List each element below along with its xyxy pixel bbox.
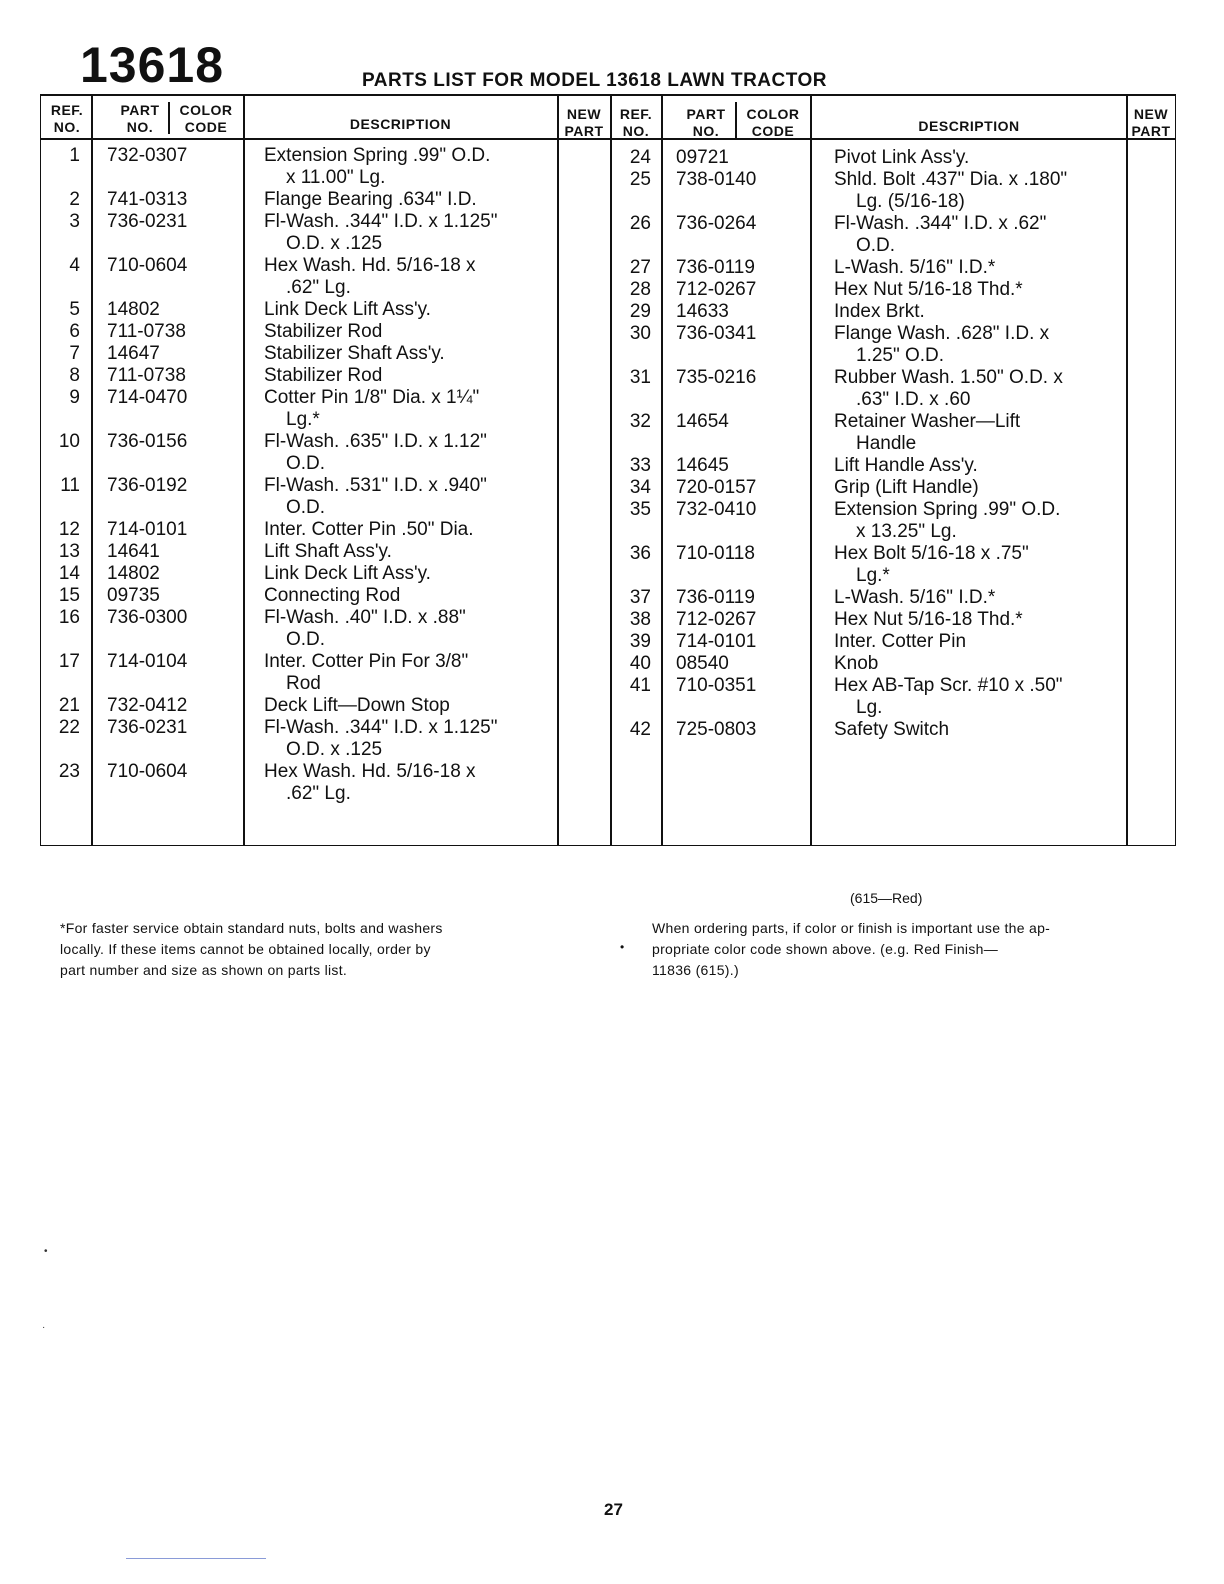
header-color-code: COLOR CODE [179, 102, 233, 135]
ref-number: 7 [69, 343, 80, 364]
part-number: 711-0738 [107, 365, 186, 386]
part-description: Fl-Wash. .344" I.D. x 1.125" [264, 717, 498, 738]
part-description-continued: Lg.* [856, 565, 890, 586]
ref-number: 4 [69, 255, 80, 276]
ref-number: 5 [69, 299, 80, 320]
part-description: Fl-Wash. .635" I.D. x 1.12" [264, 431, 487, 452]
ref-number: 41 [629, 675, 651, 696]
header-ref-no-right: REF. NO. [619, 106, 653, 139]
ref-number: 22 [58, 717, 80, 738]
part-description-continued: Rod [286, 673, 321, 694]
ref-number: 36 [629, 543, 651, 564]
part-description: Knob [834, 653, 879, 674]
part-description: Pivot Link Ass'y. [834, 147, 970, 168]
part-number: 14645 [676, 455, 729, 476]
part-description: Cotter Pin 1/8" Dia. x 1¼" [264, 387, 480, 408]
part-description-continued: O.D. [286, 629, 326, 650]
footnote-color-ordering: When ordering parts, if color or finish is important use the ap- propriate color code shown above. (e.g. Red Finish— 11836 (615).) [652, 920, 1051, 978]
header-description: DESCRIPTION [349, 116, 452, 132]
part-description: Flange Wash. .628" I.D. x [834, 323, 1050, 344]
divider-color-desc-right [810, 94, 812, 846]
part-number: 736-0192 [107, 475, 188, 496]
part-description-continued: 1.25" O.D. [856, 345, 945, 366]
part-description: Hex AB-Tap Scr. #10 x .50" [834, 675, 1063, 696]
ref-number: 6 [69, 321, 80, 342]
part-description-continued: x 13.25" Lg. [856, 521, 957, 542]
bullet-icon: • [620, 940, 625, 954]
ref-number: 30 [629, 323, 651, 344]
part-description-continued: O.D. [856, 235, 896, 256]
part-number: 08540 [676, 653, 729, 674]
document-title: PARTS LIST FOR MODEL 13618 LAWN TRACTOR [362, 70, 827, 91]
ref-number: 9 [69, 387, 80, 408]
ref-number: 15 [58, 585, 80, 606]
ref-number: 8 [69, 365, 80, 386]
part-description: Hex Bolt 5/16-18 x .75" [834, 543, 1029, 564]
part-number: 712-0267 [676, 279, 757, 300]
ref-number: 42 [629, 719, 651, 740]
part-number: 736-0119 [676, 257, 755, 278]
part-description: Stabilizer Rod [264, 321, 383, 342]
part-description: Flange Bearing .634" I.D. [264, 189, 477, 210]
part-number: 741-0313 [107, 189, 188, 210]
part-description-continued: O.D. x .125 [286, 233, 383, 254]
part-number: 736-0300 [107, 607, 188, 628]
model-number: 13618 [80, 37, 225, 93]
part-description: Inter. Cotter Pin .50" Dia. [264, 519, 474, 540]
part-number: 14802 [107, 299, 160, 320]
ref-number: 38 [629, 609, 651, 630]
ref-number: 10 [58, 431, 80, 452]
part-description: Shld. Bolt .437" Dia. x .180" [834, 169, 1068, 190]
divider-desc-new-left [557, 94, 559, 846]
header-new-part: NEW PART [564, 106, 604, 139]
part-description-continued: .62" Lg. [286, 277, 351, 298]
part-description: Inter. Cotter Pin [834, 631, 967, 652]
ref-number: 21 [58, 695, 80, 716]
part-description: Hex Nut 5/16-18 Thd.* [834, 609, 1023, 630]
part-description: Index Brkt. [834, 301, 925, 322]
ref-number: 40 [629, 653, 651, 674]
ref-number: 37 [629, 587, 651, 608]
header-ref-no: REF. NO. [50, 102, 84, 135]
part-number: 732-0412 [107, 695, 188, 716]
scan-speck: · [42, 1322, 46, 1333]
part-description-continued: O.D. x .125 [286, 739, 383, 760]
part-number: 738-0140 [676, 169, 757, 190]
color-legend: (615—Red) [850, 890, 923, 906]
part-number: 714-0104 [107, 651, 188, 672]
ref-number: 17 [58, 651, 80, 672]
ref-number: 32 [629, 411, 651, 432]
header-description-right: DESCRIPTION [918, 118, 1020, 134]
part-number: 732-0410 [676, 499, 757, 520]
scan-speck: • [44, 1246, 48, 1257]
part-number: 735-0216 [676, 367, 757, 388]
part-description-continued: .63" I.D. x .60 [856, 389, 971, 410]
part-number: 736-0156 [107, 431, 188, 452]
part-description: Link Deck Lift Ass'y. [264, 299, 431, 320]
ref-number: 31 [629, 367, 651, 388]
part-number: 711-0738 [107, 321, 186, 342]
ref-number: 23 [58, 761, 80, 782]
part-description-continued: Lg. [856, 697, 883, 718]
part-number: 09735 [107, 585, 160, 606]
divider-color-desc-left [243, 94, 245, 846]
ref-number: 11 [60, 475, 80, 496]
ref-number: 14 [58, 563, 80, 584]
part-description: Extension Spring .99" O.D. [264, 145, 491, 166]
part-number: 14802 [107, 563, 160, 584]
part-description: Link Deck Lift Ass'y. [264, 563, 431, 584]
ref-number: 16 [58, 607, 80, 628]
part-description: Lift Shaft Ass'y. [264, 541, 392, 562]
ref-number: 27 [629, 257, 651, 278]
ref-number: 12 [58, 519, 80, 540]
part-description-continued: O.D. [286, 453, 326, 474]
ref-number: 33 [629, 455, 651, 476]
part-description: Fl-Wash. .531" I.D. x .940" [264, 475, 487, 496]
ref-number: 13 [58, 541, 80, 562]
part-number: 736-0341 [676, 323, 757, 344]
ref-number: 28 [629, 279, 651, 300]
part-description-continued: O.D. [286, 497, 326, 518]
part-number: 14633 [676, 301, 729, 322]
part-description: Hex Wash. Hd. 5/16-18 x [264, 761, 476, 782]
bottom-rule [126, 1558, 266, 1559]
header-color-code-right: COLOR CODE [746, 106, 800, 139]
part-number: 725-0803 [676, 719, 757, 740]
part-description: Stabilizer Rod [264, 365, 383, 386]
part-description: Deck Lift—Down Stop [264, 695, 450, 716]
part-description: Fl-Wash. .344" I.D. x 1.125" [264, 211, 498, 232]
part-number: 736-0264 [676, 213, 757, 234]
part-number: 710-0604 [107, 761, 188, 782]
ref-number: 39 [629, 631, 651, 652]
part-number: 714-0101 [107, 519, 188, 540]
ref-number: 3 [69, 211, 80, 232]
part-description: Fl-Wash. .40" I.D. x .88" [264, 607, 466, 628]
part-description: Retainer Washer—Lift [834, 411, 1021, 432]
part-number: 14654 [676, 411, 729, 432]
ref-number: 2 [69, 189, 80, 210]
part-number: 714-0101 [676, 631, 757, 652]
part-description: Hex Nut 5/16-18 Thd.* [834, 279, 1023, 300]
part-description: Safety Switch [834, 719, 950, 740]
part-number: 732-0307 [107, 145, 188, 166]
divider-desc-new-right [1126, 94, 1128, 846]
ref-number: 1 [69, 145, 80, 166]
divider-ref-part-left [91, 94, 93, 846]
part-number: 712-0267 [676, 609, 757, 630]
part-description-continued: x 11.00" Lg. [286, 167, 386, 188]
part-description: L-Wash. 5/16" I.D.* [834, 257, 996, 278]
part-description: Connecting Rod [264, 585, 401, 606]
footnote-standard-hardware: *For faster service obtain standard nuts, bolts and washers locally. If these items cannot be obtained locally, order by part number and size as shown on parts list. [60, 920, 443, 978]
part-description: Lift Handle Ass'y. [834, 455, 978, 476]
part-description: Stabilizer Shaft Ass'y. [264, 343, 445, 364]
part-number: 720-0157 [676, 477, 757, 498]
part-number: 736-0119 [676, 587, 755, 608]
part-description-continued: Lg.* [286, 409, 320, 430]
part-number: 14647 [107, 343, 160, 364]
part-description: Extension Spring .99" O.D. [834, 499, 1061, 520]
part-description: Rubber Wash. 1.50" O.D. x [834, 367, 1063, 388]
part-description: Grip (Lift Handle) [834, 477, 979, 498]
ref-number: 24 [629, 147, 651, 168]
part-number: 710-0118 [676, 543, 755, 564]
page-number: 27 [604, 1500, 623, 1519]
ref-number: 34 [629, 477, 651, 498]
part-description: Hex Wash. Hd. 5/16-18 x [264, 255, 476, 276]
ref-number: 26 [629, 213, 651, 234]
part-description-continued: .62" Lg. [286, 783, 351, 804]
ref-number: 35 [629, 499, 651, 520]
part-number: 714-0470 [107, 387, 188, 408]
ref-number: 25 [629, 169, 651, 190]
part-description: Inter. Cotter Pin For 3/8" [264, 651, 469, 672]
part-number: 736-0231 [107, 211, 188, 232]
part-number: 710-0604 [107, 255, 188, 276]
ref-number: 29 [629, 301, 651, 322]
header-part-no-right: PART NO. [686, 106, 726, 139]
part-number: 736-0231 [107, 717, 188, 738]
part-description: Fl-Wash. .344" I.D. x .62" [834, 213, 1047, 234]
divider-ref-part-right [661, 94, 663, 846]
header-new-part-right: NEW PART [1131, 106, 1171, 139]
part-description-continued: Lg. (5/16-18) [856, 191, 965, 212]
part-description-continued: Handle [856, 433, 917, 454]
part-number: 09721 [676, 147, 729, 168]
parts-table [40, 94, 1176, 846]
part-number: 14641 [107, 541, 160, 562]
part-description: L-Wash. 5/16" I.D.* [834, 587, 996, 608]
header-part-no: PART NO. [120, 102, 160, 135]
part-number: 710-0351 [676, 675, 757, 696]
